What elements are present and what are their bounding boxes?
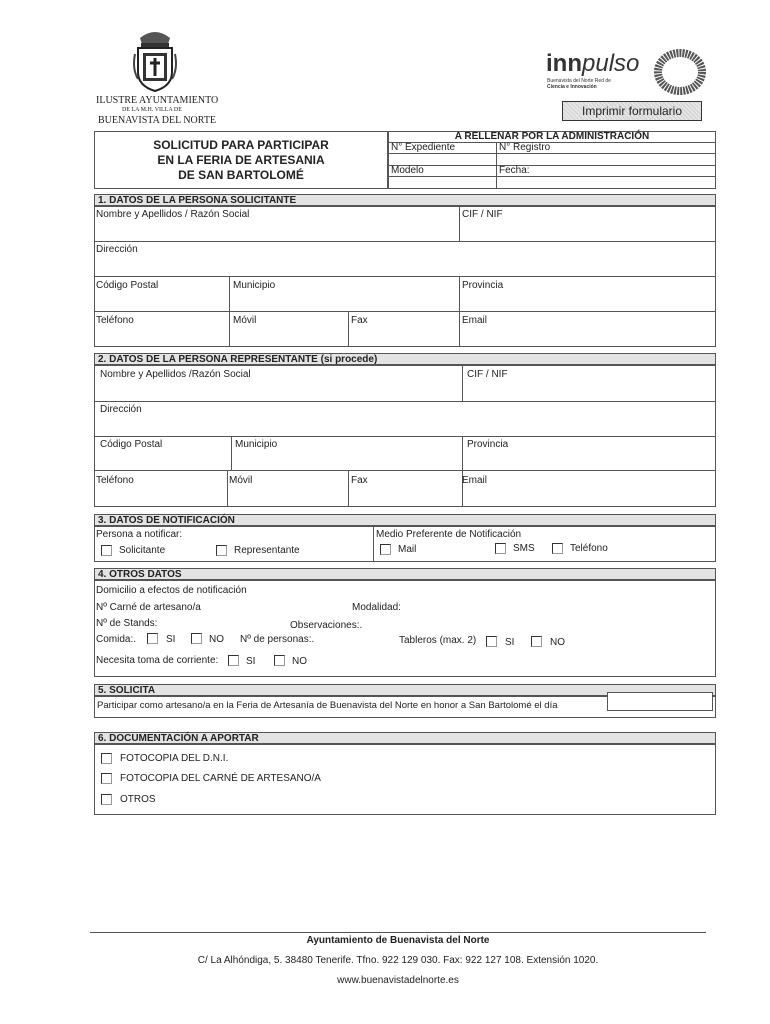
council-crest-logo [130, 24, 180, 94]
s1-cif-field[interactable]: CIF / NIF [462, 209, 503, 220]
footer-website: www.buenavistadelnorte.es [337, 975, 459, 986]
otros-checkbox[interactable] [101, 794, 112, 805]
section1-header: 1. DATOS DE LA PERSONA SOLICITANTE [94, 194, 716, 206]
medio-notificacion-label: Medio Preferente de Notificación [376, 529, 522, 540]
brand-name-bold: inn [546, 50, 582, 77]
s2-cif-field[interactable]: CIF / NIF [467, 369, 508, 380]
solicitante-checkbox[interactable] [101, 545, 112, 556]
comida-no-label: NO [209, 634, 224, 645]
personas-field[interactable]: Nº de personas:. [240, 634, 315, 645]
fecha-dia-input[interactable] [607, 692, 713, 711]
s1-municipio-field[interactable]: Municipio [233, 280, 276, 291]
corriente-no-label: NO [292, 656, 307, 667]
footer-name: Ayuntamiento de Buenavista del Norte [306, 935, 490, 946]
s1-movil-field[interactable]: Móvil [233, 315, 257, 326]
footer-divider [90, 932, 706, 933]
s2-telefono-field[interactable]: Teléfono [96, 475, 134, 486]
corriente-si-label: SI [246, 656, 256, 667]
innpulso-ring-icon [654, 48, 706, 96]
section6-header: 6. DOCUMENTACIÓN A APORTAR [94, 732, 716, 744]
council-name-line3: BUENAVISTA DEL NORTE [98, 115, 217, 126]
s1-direccion-field[interactable]: Dirección [96, 244, 138, 255]
s2-direccion-field[interactable]: Dirección [100, 404, 142, 415]
sms-label: SMS [513, 543, 535, 554]
footer-address: C/ La Alhóndiga, 5. 38480 Tenerife. Tfno. 922 129 030. Fax: 922 127 108. Extensión 1020. [197, 955, 599, 966]
dni-checkbox[interactable] [101, 753, 112, 764]
council-name-line1: ILUSTRE AYUNTAMIENTO [96, 95, 219, 106]
mail-label: Mail [398, 544, 417, 555]
persona-notificar-label: Persona a notificar: [96, 529, 183, 540]
stands-field[interactable]: Nº de Stands: [96, 618, 158, 629]
s1-nombre-field[interactable]: Nombre y Apellidos / Razón Social [96, 209, 250, 220]
print-form-button[interactable] [562, 101, 702, 121]
innpulso-logo [546, 50, 639, 78]
telefono-checkbox[interactable] [552, 543, 563, 554]
tableros-label: Tableros (max. 2) [399, 635, 477, 646]
dni-label: FOTOCOPIA DEL D.N.I. [120, 753, 229, 764]
representante-checkbox[interactable] [216, 545, 227, 556]
s2-cp-field[interactable]: Código Postal [100, 439, 163, 450]
comida-label: Comida:. [96, 634, 137, 645]
form-title-line1: SOLICITUD PARA PARTICIPAR [153, 138, 329, 152]
s2-email-field[interactable]: Email [462, 475, 488, 486]
s1-cp-field[interactable]: Código Postal [96, 280, 159, 291]
observaciones-field[interactable]: Observaciones:. [290, 620, 363, 631]
section3-header: 3. DATOS DE NOTIFICACIÓN [94, 514, 716, 526]
brand-subtitle-2: Ciencia e Innovación [547, 84, 597, 90]
s1-telefono-field[interactable]: Teléfono [96, 315, 134, 326]
s2-municipio-field[interactable]: Municipio [235, 439, 278, 450]
s1-fax-field[interactable]: Fax [351, 315, 368, 326]
form-title-line2: EN LA FERIA DE ARTESANIA [157, 153, 325, 167]
solicita-text: Participar como artesano/a en la Feria de Artesanía de Buenavista del Norte en honor a San Bartolomé el día [97, 700, 558, 711]
otros-label: OTROS [120, 794, 156, 805]
tableros-no-label: NO [550, 637, 565, 648]
mail-checkbox[interactable] [380, 544, 391, 555]
registro-field[interactable]: N° Registro [499, 142, 551, 153]
modalidad-field[interactable]: Modalidad: [352, 602, 401, 613]
representante-label: Representante [234, 545, 300, 556]
print-form-label: Imprimir formulario [581, 104, 682, 118]
admin-header: A RELLENAR POR LA ADMINISTRACIÓN [454, 131, 650, 142]
comida-no-checkbox[interactable] [191, 633, 202, 644]
section2-header: 2. DATOS DE LA PERSONA REPRESENTANTE (si procede) [94, 353, 716, 365]
s2-movil-field[interactable]: Móvil [229, 475, 253, 486]
tableros-no-checkbox[interactable] [531, 636, 542, 647]
tableros-si-checkbox[interactable] [486, 636, 497, 647]
carne-label: FOTOCOPIA DEL CARNÉ DE ARTESANO/A [120, 773, 321, 784]
s1-email-field[interactable]: Email [462, 315, 488, 326]
fecha-field[interactable]: Fecha: [499, 165, 530, 176]
s2-nombre-field[interactable]: Nombre y Apellidos /Razón Social [100, 369, 251, 380]
corriente-label: Necesita toma de corriente: [96, 655, 219, 666]
domicilio-field[interactable]: Domicilio a efectos de notificación [96, 585, 247, 596]
solicitante-label: Solicitante [119, 545, 166, 556]
modelo-field[interactable]: Modelo [391, 165, 424, 176]
s2-provincia-field[interactable]: Provincia [467, 439, 509, 450]
expediente-field[interactable]: N° Expediente [391, 142, 456, 153]
form-title-line3: DE SAN BARTOLOMÉ [178, 168, 304, 182]
tableros-si-label: SI [505, 637, 515, 648]
council-name-line2: DE LA M.H. VILLA DE [122, 107, 182, 113]
carne-checkbox[interactable] [101, 773, 112, 784]
corriente-si-checkbox[interactable] [228, 655, 239, 666]
section4-header: 4. OTROS DATOS [94, 568, 716, 580]
brand-name-italic: pulso [582, 50, 640, 77]
section5-header: 5. SOLICITA [94, 684, 716, 696]
comida-si-label: SI [166, 634, 176, 645]
comida-si-checkbox[interactable] [147, 633, 158, 644]
s1-provincia-field[interactable]: Provincia [462, 280, 504, 291]
corriente-no-checkbox[interactable] [274, 655, 285, 666]
sms-checkbox[interactable] [495, 543, 506, 554]
s2-fax-field[interactable]: Fax [351, 475, 368, 486]
carne-field[interactable]: Nº Carné de artesano/a [96, 602, 201, 613]
telefono-label: Teléfono [570, 543, 608, 554]
brand-subtitle-1: Buenavista del Norte Red de [547, 78, 611, 84]
